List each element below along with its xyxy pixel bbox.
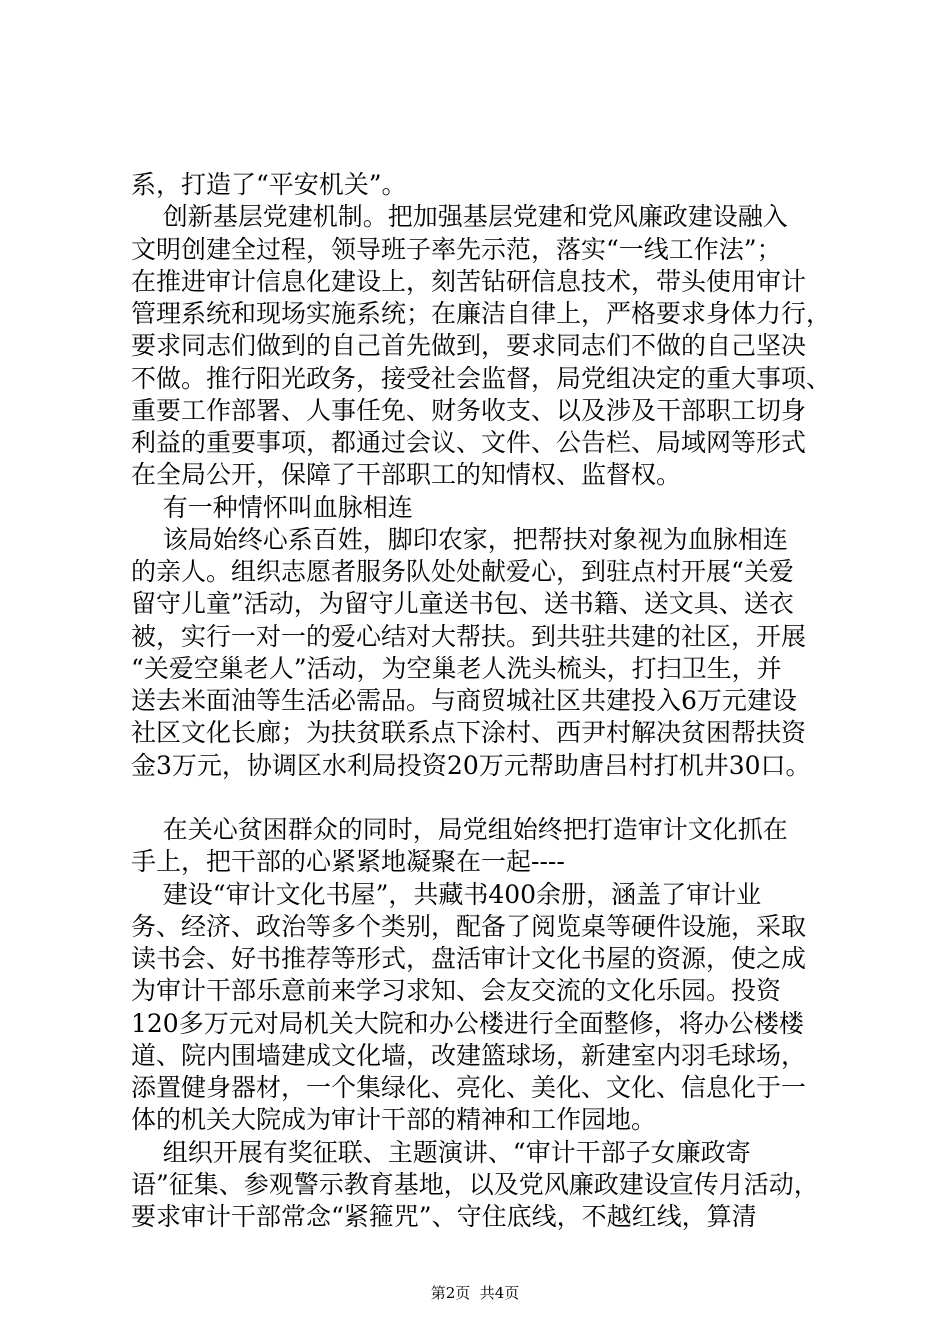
body-text-line: 在关心贫困群众的同时，局党组始终把打造审计文化抓在 <box>131 815 788 844</box>
body-text-line: 社区文化长廊；为扶贫联系点下涂村、西尹村解决贫困帮扶资 <box>131 718 807 748</box>
body-text-line: 语”征集、参观警示教育基地，以及党风廉政建设宣传月活动， <box>131 1169 819 1199</box>
body-text-line: 要求同志们做到的自己首先做到，要求同志们不做的自己坚决 <box>131 331 807 361</box>
body-text-line: 创新基层党建机制。把加强基层党建和党风廉政建设融入 <box>131 202 788 232</box>
body-text-line: 送去米面油等生活必需品。与商贸城社区共建投入6万元建设 <box>131 686 797 715</box>
body-text-line: 为审计干部乐意前来学习求知、会友交流的文化乐园。投资 <box>131 976 782 1006</box>
body-text-line: 在推进审计信息化建设上，刻苦钻研信息技术，带头使用审计 <box>131 266 807 296</box>
body-text-line: 添置健身器材，一个集绿化、亮化、美化、文化、信息化于一 <box>131 1073 807 1102</box>
body-text-line: 道、院内围墙建成文化墙，改建篮球场，新建室内羽毛球场， <box>131 1040 807 1070</box>
body-text-line: 被，实行一对一的爱心结对大帮扶。到共驻共建的社区，开展 <box>131 621 807 651</box>
body-text-line: 该局始终心系百姓，脚印农家，把帮扶对象视为血脉相连 <box>131 524 788 554</box>
body-text-line: 在全局公开，保障了干部职工的知情权、监督权。 <box>131 460 682 490</box>
body-text-line: 不做。推行阳光政务，接受社会监督，局党组决定的重大事项、 <box>131 363 832 393</box>
body-text-line: 手上，把干部的心紧紧地凝聚在一起---- <box>131 847 565 877</box>
body-text-line: 文明创建全过程，领导班子率先示范，落实“一线工作法”； <box>131 234 782 264</box>
body-text-line: 120多万元对局机关大院和办公楼进行全面整修，将办公楼楼 <box>131 1008 804 1038</box>
body-text-line: 读书会、好书推荐等形式，盘活审计文化书屋的资源，使之成 <box>131 944 807 973</box>
body-text-line: 务、经济、政治等多个类别，配备了阅览桌等硬件设施，采取 <box>131 911 807 941</box>
body-text-line: 有一种情怀叫血脉相连 <box>131 492 413 522</box>
body-text-line: “关爱空巢老人”活动，为空巢老人洗头梳头，打扫卫生，并 <box>131 653 782 683</box>
body-text-line: 系，打造了“平安机关”。 <box>131 170 407 199</box>
body-text-line: 组织开展有奖征联、主题演讲、“审计干部子女廉政寄 <box>131 1137 751 1167</box>
body-text-line: 金3万元，协调区水利局投资20万元帮助唐吕村打机井30口。 <box>131 750 811 780</box>
body-text-line: 的亲人。组织志愿者服务队处处献爱心，到驻点村开展“关爱 <box>131 557 794 586</box>
body-text-line: 体的机关大院成为审计干部的精神和工作园地。 <box>131 1105 657 1135</box>
body-text-line: 利益的重要事项，都通过会议、文件、公告栏、局域网等形式 <box>131 428 807 457</box>
body-text-line: 留守儿童”活动，为留守儿童送书包、送书籍、送文具、送衣 <box>131 589 794 619</box>
body-text-line: 要求审计干部常念“紧箍咒”、守住底线，不越红线，算清 <box>131 1202 757 1231</box>
body-text-line: 建设“审计文化书屋”，共藏书400余册，涵盖了审计业 <box>131 879 762 909</box>
body-text-line: 管理系统和现场实施系统；在廉洁自律上，严格要求身体力行， <box>131 299 832 328</box>
page-footer: 第2页 共4页 <box>430 1284 520 1302</box>
body-text-line: 重要工作部署、人事任免、财务收支、以及涉及干部职工切身 <box>131 395 807 425</box>
